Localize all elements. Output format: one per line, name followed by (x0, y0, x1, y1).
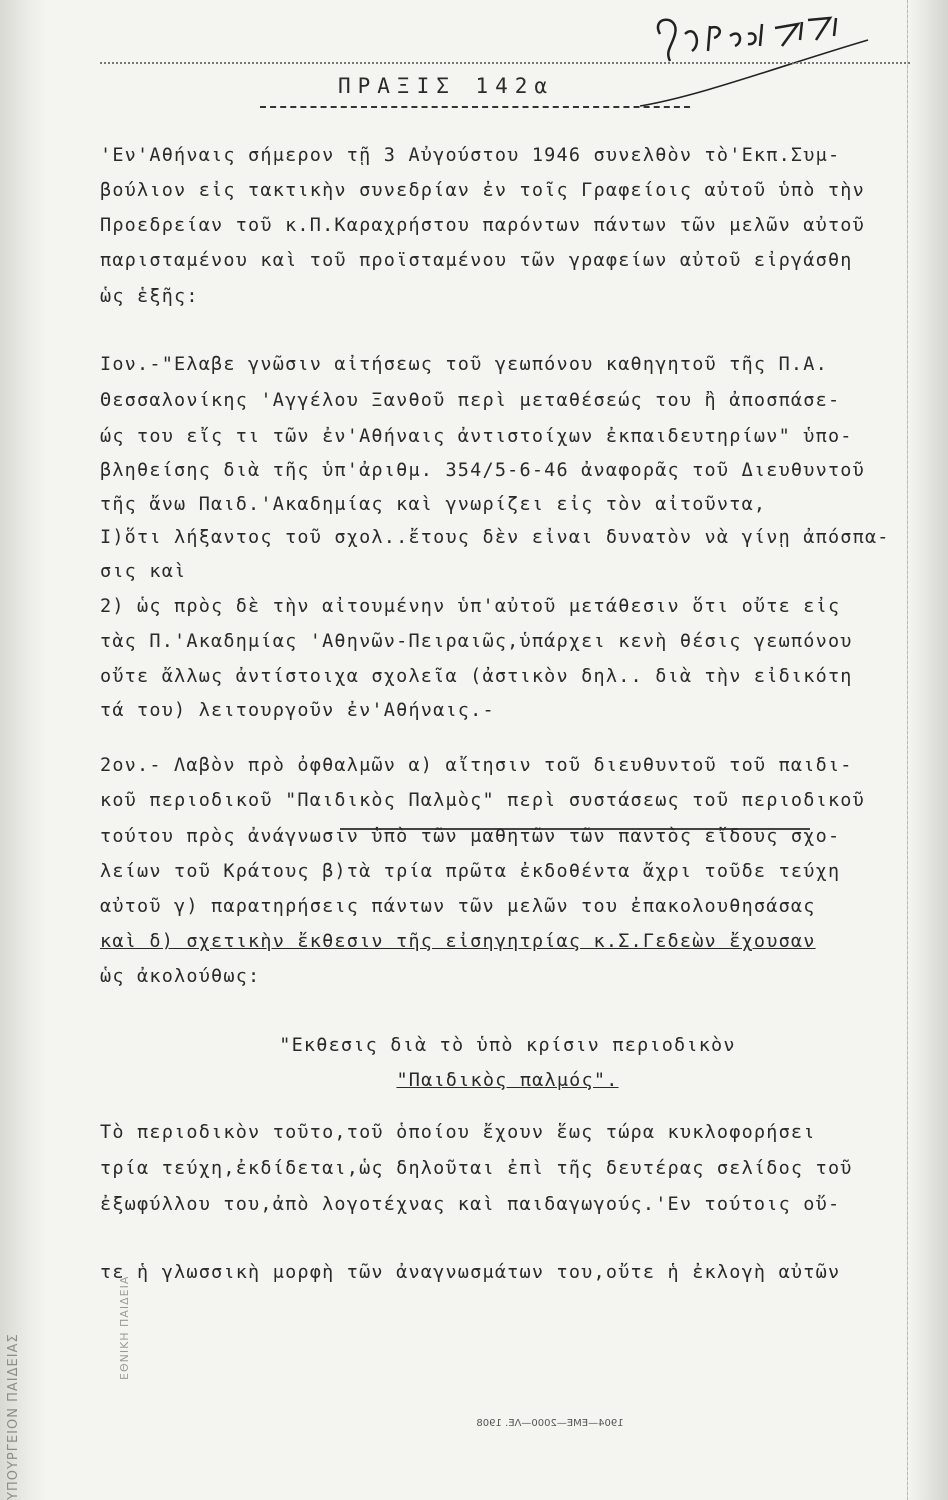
item-line: 2) ὡς πρὸς δὲ τὴν αἰτουμένην ὑπ'αὐτοῦ μετάθεσιν ὅτι οὔτε εἰς (100, 596, 841, 617)
act-heading (260, 70, 690, 114)
item-line: κοῦ περιοδικοῦ "Παιδικὸς Παλμὸς" περὶ συστάσεως τοῦ περιοδικοῦ (100, 790, 865, 811)
body-line: ὡς ἑξῆς: (100, 286, 199, 307)
item-line: καὶ δ) σχετικὴν ἔκθεσιν τῆς εἰσηγητρίας κ.Σ.Γεδεὼν ἔχουσαν (100, 931, 816, 952)
item-line: οὔτε ἄλλως ἀντίστοιχα σχολεῖα (ἀστικὸν δηλ.. διὰ τὴν εἰδικότη (100, 666, 853, 687)
report-title: "Εκθεσις διὰ τὸ ὑπὸ κρίσιν περιοδικὸν (279, 1035, 736, 1056)
heading-underline (260, 106, 690, 108)
item-line: τούτου πρὸς ἀνάγνωσιν ὑπὸ τῶν μαθητῶν τῶν παντὸς εἴδους σχο- (100, 826, 841, 847)
body-line: τε ἡ γλωσσικὴ μορφὴ τῶν ἀναγνωσμάτων του,οὔτε ἡ ἐκλογὴ αὐτῶν (100, 1262, 841, 1283)
body-line: Προεδρείαν τοῦ κ.Π.Καραχρήστου παρόντων πάντων τῶν μελῶν αὐτοῦ (100, 215, 865, 236)
side-stamp-2: ΕΘΝΙΚΗ ΠΑΙΔΕΙΑ (118, 1275, 131, 1380)
body-line: τρία τεύχη,ἐκδίδεται,ὡς δηλοῦται ἐπὶ τῆς δευτέρας σελίδος τοῦ (100, 1158, 853, 1179)
item-line: σις καὶ (100, 561, 187, 582)
item-line: αὐτοῦ γ) παρατηρήσεις πάντων τῶν μελῶν του ἐπακολουθησάσας (100, 896, 816, 917)
body-line: ἐξωφύλλου του,ἀπὸ λογοτέχνας καὶ παιδαγωγούς.'Εν τούτοις οὔ- (100, 1194, 841, 1215)
item-line: βληθείσης διὰ τῆς ὑπ'ἀριθμ. 354/5-6-46 ἀναφορᾶς τοῦ Διευθυντοῦ (100, 460, 865, 481)
item-line: 2ον.- Λαβὸν πρὸ ὀφθαλμῶν α) αἴτησιν τοῦ διευθυντοῦ τοῦ παιδι- (100, 755, 853, 776)
item-line: τὰς Π.'Ακαδημίας 'Αθηνῶν-Πειραιῶς,ὑπάρχει κενὴ θέσις γεωπόνου (100, 631, 853, 652)
body-line: βούλιον εἰς τακτικὴν συνεδρίαν ἐν τοῖς Γραφείοις αὐτοῦ ὑπὸ τὴν (100, 180, 865, 201)
item-line: I)ὅτι λήξαντος τοῦ σχολ..ἔτους δὲν εἶναι δυνατὸν νὰ γίνῃ ἀπόσπα- (100, 527, 890, 548)
item-line: Ιον.-"Ελαβε γνῶσιν αἰτήσεως τοῦ γεωπόνου καθηγητοῦ τῆς Π.Α. (100, 354, 828, 375)
item-line: τά του) λειτουργοῦν ἐν'Αθήναις.- (100, 700, 495, 721)
body-line: Τὸ περιοδικὸν τοῦτο,τοῦ ὁποίου ἔχουν ἕως τώρα κυκλοφορήσει (100, 1122, 816, 1143)
page-title: ΠΡΑΞΙΣ 142α (338, 74, 555, 98)
item-line: τῆς ἄνω Παιδ.'Ακαδημίας καὶ γνωρίζει εἰς τὸν αἰτοῦντα, (100, 494, 767, 515)
item-line: λείων τοῦ Κράτους β)τὰ τρία πρῶτα ἐκδοθέντα ἄχρι τοῦδε τεύχη (100, 861, 841, 882)
item-line: ὡς ἀκολούθως: (100, 966, 261, 987)
body-line: 'Εν'Αθήναις σήμερον τῇ 3 Αὐγούστου 1946 συνελθὸν τὸ'Εκπ.Συμ- (100, 145, 841, 166)
item-line: Θεσσαλονίκης 'Αγγέλου Ξανθοῦ περὶ μεταθέσεώς του ἢ ἀποσπάσε- (100, 390, 841, 411)
report-subtitle: "Παιδικὸς παλμός". (396, 1070, 619, 1091)
body-line: παρισταμένου καὶ τοῦ προϊσταμένου τῶν γραφείων αὐτοῦ εἰργάσθη (100, 250, 853, 271)
item-line: ώς του εἴς τι τῶν ἐν'Αθήναις ἀντιστοίχων ἐκπαιδευτηρίων" ὑπο- (100, 426, 853, 447)
side-stamp: ΥΠΟΥΡΓΕΙΟΝ ΠΑΙΔΕΙΑΣ (6, 1333, 21, 1500)
top-dotted-rule (100, 62, 910, 64)
mirrored-print-mark: 1904—ΕΜΕ—2000—ΛΕ. 1908 (476, 1418, 624, 1429)
